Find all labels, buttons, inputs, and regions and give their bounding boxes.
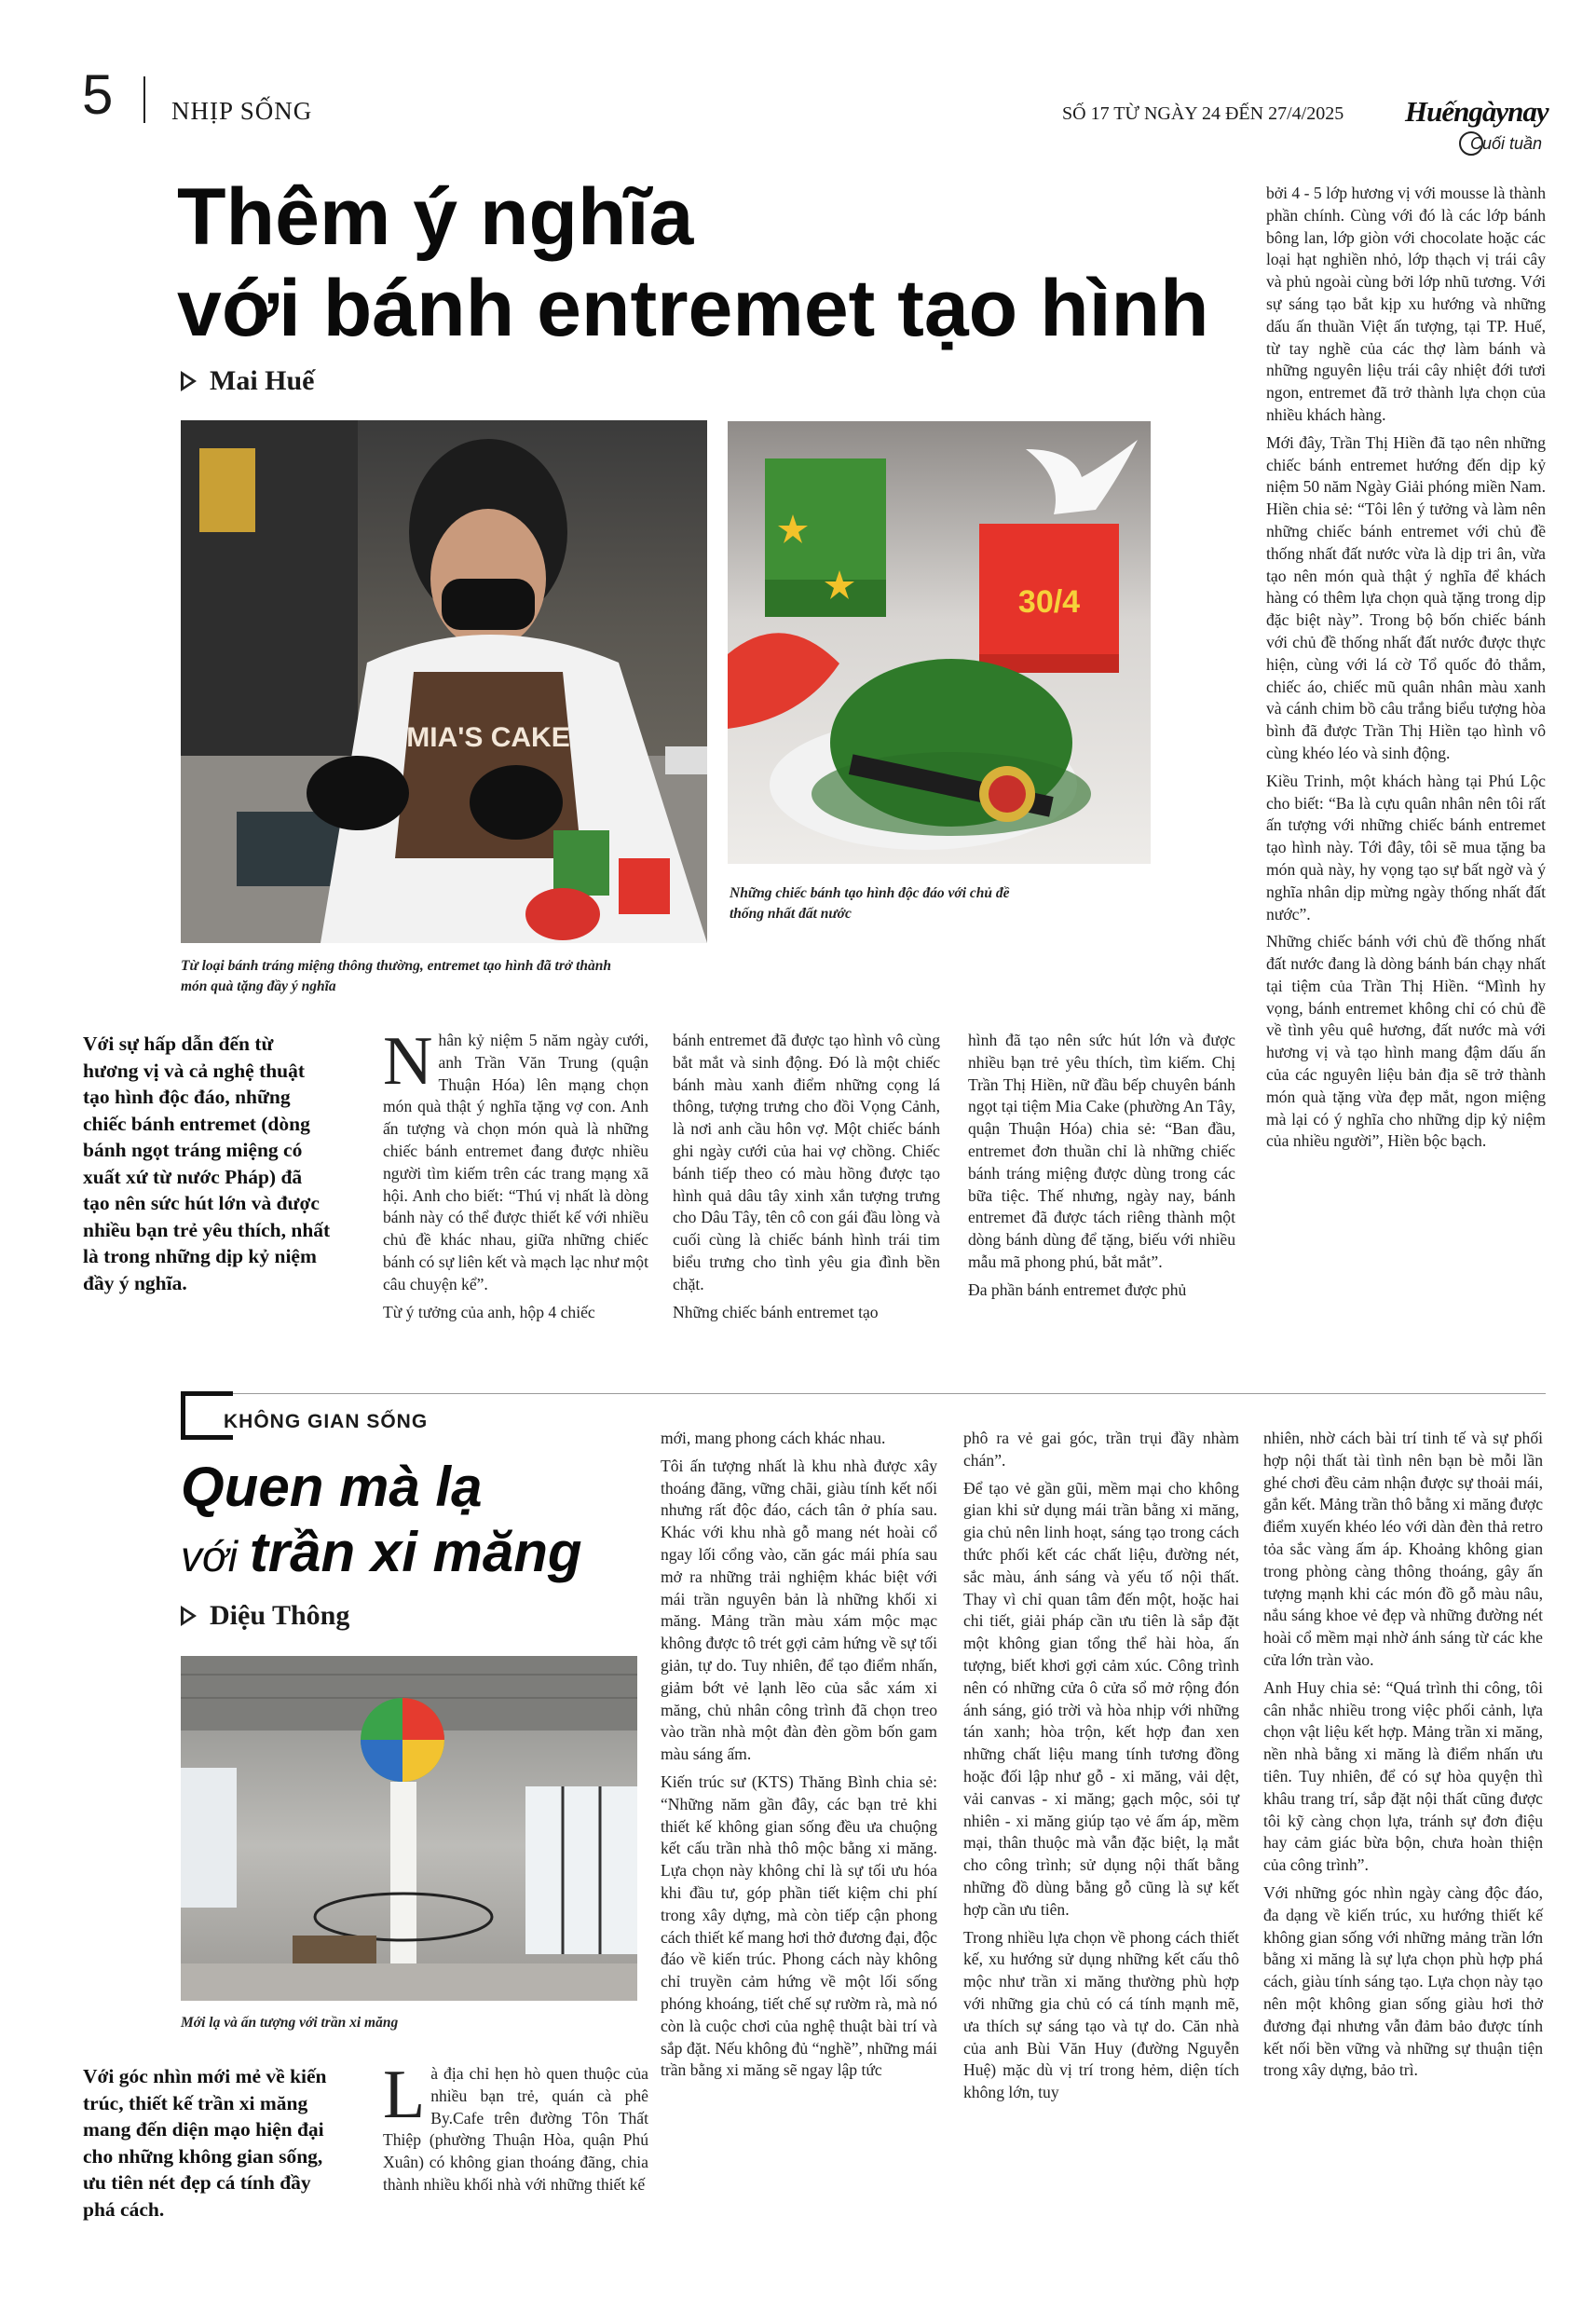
article1-photo-cakes [728, 421, 1151, 864]
article1-col1-para2: Từ ý tưởng của anh, hộp 4 chiếc [383, 1302, 595, 1321]
article1-dropcap: N [383, 1023, 433, 1100]
article2-title-line1: Quen mà lạ [181, 1456, 483, 1518]
article1-column-1 [383, 1023, 648, 1329]
article1-column-4 [1266, 183, 1546, 1158]
article1-col4-para4: Những chiếc bánh với chủ đề thống nhất đất nước đang là dòng bánh bán chạy nhất tại tiệm của Trần Thị Hiền. “Mình hy vọng, bánh entremet không chỉ có chủ đề về tình yêu quê hương, đất nước mà với hương vị và tạo hình mang đậm dấu ấn của các nguyên liệu bản địa sẽ trở thành món quà tặng vừa đẹp mắt, ngon miệng mà lại có ý nghĩa cho những dịp kỷ niệm của nhiều người”, Hiền bộc bạch. [1266, 932, 1546, 1151]
article2-title-line2: với trần xi măng [181, 1521, 582, 1583]
article2-dropcap: L [383, 2057, 426, 2133]
section-divider [183, 1393, 1546, 1394]
issue-info: SỐ 17 TỪ NGÀY 24 ĐẾN 27/4/2025 [1062, 103, 1344, 124]
article2-title [181, 1455, 582, 1589]
article1-col4-para1: bởi 4 - 5 lớp hương vị với mousse là thành phần chính. Cùng với đó là các lớp bánh bông lan, lớp giòn với chocolate hoặc các loại hạt nghiền nhỏ, lớp thạch vị trái cây và phủ ngoài cùng bởi lớp nhũ tương. Với sự sáng tạo bắt kịp xu hướng và những dấu ấn thuần Việt ấn tượng, tại TP. Huế, từ tay nghề của các thợ làm bánh và những nguyên liệu trái cây nhiệt đới tươi ngon, entremet đã trở thành lựa chọn của nhiều khách hàng. [1266, 184, 1546, 424]
article1-title-line1: Thêm ý nghĩa [177, 172, 694, 262]
article2-col1-para1: Là địa chỉ hẹn hò quen thuộc của nhiều bạn trẻ, quán cà phê By.Cafe trên đường Tôn Thất Thiệp (phường Thuận Hòa, quận Phú Xuân) có không gian thoáng đãng, chia thành nhiều khối nhà với những thiết kế [383, 2057, 648, 2194]
article2-col4-para2: Anh Huy chia sẻ: “Quá trình thi công, tôi cân nhắc nhiều trong việc phối cảnh, lựa chọn vật liệu kết hợp. Mảng trần xi măng, nền nhà bằng xi măng là điểm nhấn ưu tiên. Tuy nhiên, để có sự hòa quyện thì khâu trang trí, sắp đặt nội thất cũng được tôi kỹ càng chọn lựa, tránh sự đơn điệu hay cảm giác bừa bộn, chưa hoàn thiện của công trình”. [1263, 1677, 1543, 1875]
article2-col3-para1: phô ra vẻ gai góc, trần trụi đầy nhàm chán”. [963, 1429, 1239, 1470]
article2-column-2 [661, 1428, 937, 2087]
article1-col3-para2: Đa phần bánh entremet được phủ [968, 1279, 1187, 1299]
cake-date-text: 30/4 [1017, 584, 1081, 620]
article1-col3-para1: hình đã tạo nên sức hút lớn và được nhiều bạn trẻ yêu thích, tìm kiếm. Chị Trần Thị Hiền, nữ đầu bếp chuyên bánh ngọt tại tiệm Mia Cake (phường An Tây, quận Thuận Hóa) chia sẻ: “Ban đầu, entremet đơn thuần chỉ là những chiếc bánh tráng miệng được dùng trong các bữa tiệc. Thế nhưng, ngày nay, bánh entremet đã được tách riêng thành một dòng bánh dùng để tặng, biếu với nhiều mẫu mã phong phú, bắt mắt”. [968, 1031, 1235, 1271]
apron-text: MIA'S CAKE [406, 722, 570, 753]
article2-column-3 [963, 1428, 1239, 2110]
article2-col4-para3: Với những góc nhìn ngày càng độc đáo, đa dạng về kiến trúc, xu hướng thiết kế không gian sống với những mảng trần lớn bằng xi măng là sự lựa chọn phù hợp phá cách, giàu tính sáng tạo. Lựa chọn này tạo nên một không gian sống giàu hơi thở đương đại nhưng vẫn đảm bảo được tính kết nối bền vững và những sự thuận tiện trong xây dựng, bảo trì. [1263, 1882, 1543, 2080]
article2-col2-para3: Kiến trúc sư (KTS) Thăng Bình chia sẻ: “Những năm gần đây, các bạn trẻ khi thiết kế không gian sống đều ưa chuộng kết cấu trần nhà thô mộc bằng xi măng. Lựa chọn này không chỉ là sự tối ưu hóa khi đầu tư, góp phần tiết kiệm chi phí trong xây dựng, mà còn tiếp cận phong cách thiết kế mang hơi thở đương đại, độc đáo về kiến trúc. Phong cách này không chỉ truyền cảm hứng về một lối sống phóng khoáng, tiết chế sự rườm rà, mà nó còn là cuộc chơi của nghệ thuật bài trí và sắp đặt. Nếu không đủ “nghề”, những mái trần bằng xi măng sẽ ngay lập tức [661, 1772, 937, 2080]
article1-col2-para2: Những chiếc bánh entremet tạo [673, 1302, 879, 1321]
article1-title-line2: với bánh entremet tạo hình [177, 264, 1209, 353]
article2-kicker: KHÔNG GIAN SỐNG [220, 1411, 431, 1433]
section-name: NHỊP SỐNG [171, 97, 313, 125]
article1-photo2-caption: Những chiếc bánh tạo hình độc đáo với chủ đề thống nhất đất nước [730, 885, 1010, 922]
article1-byline [181, 365, 315, 397]
article2-photo-caption: Mới lạ và ấn tượng với trần xi măng [181, 2015, 399, 2031]
article1-col2-para1: bánh entremet đã được tạo hình vô cùng bắt mắt và sinh động. Đó là một chiếc bánh màu xanh điểm những cọng lá thông, tượng trưng cho đồi Vọng Cảnh, là nơi anh cầu hôn vợ. Một chiếc bánh ghi ngày cưới của hai vợ chồng. Chiếc bánh tiếp theo có màu hồng được tạo hình quả dâu tây xinh xắn tượng trưng cho Dâu Tây, tên cô con gái đầu lòng và cuối cùng là chiếc bánh hình trái tim biểu trưng cho tình yêu gia đình bền chặt. [673, 1031, 940, 1293]
article2-col3-para2: Để tạo vẻ gần gũi, mềm mại cho không gian khi sử dụng mái trần bằng xi măng, gia chủ nên linh hoạt, sáng tạo trong cách thức phối kết các chất liệu, đường nét, sắc màu, ánh sáng và yếu tố nội thất. Thay vì chỉ quan tâm đến một, hoặc hai chi tiết, giải pháp cần ưu tiên là sắp đặt một không gian tổng thể hài hòa, ấn tượng, biết khơi gợi cảm xúc. Công trình nên có những cửa ô cửa sổ mở rộng đón ánh sáng, gió trời và hòa nhịp với những tán xanh; hòa trộn, kết hợp đan xen những chất liệu mang tính tương đồng hoặc đối lập như gỗ - xi măng, vải dệt, vải canvas - xi măng; gạch mộc, sỏi tự nhiên - xi măng giúp tạo vẻ ấm áp, mềm mại, thân thuộc mà vẫn đặc biệt, lạ mắt cho công trình; sử dụng nội thất bằng những đồ dùng bằng gỗ cũng là sự kết hợp cần ưu tiên. [963, 1478, 1239, 1919]
article2-byline [181, 1600, 349, 1632]
article2-column-4 [1263, 1428, 1543, 2087]
article1-col4-para3: Kiều Trinh, một khách hàng tại Phú Lộc cho biết: “Ba là cựu quân nhân nên tôi rất ấn tượng với những chiếc bánh entremet tạo hình này. Tới đây, tôi sẽ mua tặng ba món quà này, hy vọng tạo sự bất ngờ và ý nghĩa nhân dịp mừng ngày thống nhất đất nước”. [1266, 771, 1546, 923]
article1-column-2 [673, 1030, 940, 1329]
article2-col3-para3: Trong nhiều lựa chọn về phong cách thiết kế, xu hướng sử dụng những kết cấu thô mộc như trần xi măng thường phù hợp với những gia chủ có cá tính mạnh mẽ, ưa thích sự sáng tạo và tự do. Căn nhà của anh Bùi Văn Huy (đường Nguyễn Huệ) mặc dù vị trí trong hẻm, diện tích không lớn, tuy [963, 1927, 1239, 2102]
article2-author: Diệu Thông [210, 1600, 350, 1631]
play-triangle-icon [181, 1606, 197, 1626]
article1-author: Mai Huế [210, 365, 315, 396]
article1-title [177, 171, 1209, 354]
cakes-illustration [728, 421, 1151, 864]
article1-lead: Với sự hấp dẫn đến từ hương vị và cả nghệ thuật tạo hình độc đáo, những chiếc bánh entremet (dòng bánh ngọt tráng miệng có xuất xứ từ nước Pháp) đã tạo nên sức hút lớn và được nhiều bạn trẻ yêu thích, nhất là trong những dịp kỷ niệm đầy ý nghĩa. [83, 1033, 331, 1294]
header-divider [143, 76, 145, 123]
article1-col4-para2: Mới đây, Trần Thị Hiền đã tạo nên những chiếc bánh entremet hướng đến dịp kỷ niệm 50 năm Ngày Giải phóng miền Nam. Hiền chia sẻ: “Tôi lên ý tưởng và làm nên những chiếc bánh entremet với chủ đề thống nhất đất nước vừa là dịp tri ân, vừa tạo nên món quà thật ý nghĩa để khách hàng có thêm lựa chọn quà tặng trong dịp đặc biệt này”. Trong bộ bốn chiếc bánh với chủ đề thống nhất đất nước được thực hiện, cùng với lá cờ Tổ quốc đỏ thắm, chiếc áo, chiếc mũ quân nhân màu xanh và cánh chim bồ câu trắng biểu tượng hòa bình đã được Trần Thị Hiền tạo hình vô cùng khéo léo và sinh động. [1266, 432, 1547, 762]
article2-lead: Với góc nhìn mới mẻ về kiến trúc, thiết kế trần xi măng mang đến diện mạo hiện đại cho những không gian sống, ưu tiên nét đẹp cá tính đầy phá cách. [83, 2065, 327, 2221]
play-triangle-icon [181, 371, 197, 391]
cafe-illustration [181, 1656, 637, 2001]
article1-column-3 [968, 1030, 1235, 1307]
article2-col2-para1: mới, mang phong cách khác nhau. [661, 1429, 886, 1447]
article2-column-1 [383, 2057, 648, 2202]
article1-photo1-caption: Từ loại bánh tráng miệng thông thường, entremet tạo hình đã trở thành món quà tặng đầy ý nghĩa [181, 958, 612, 994]
baker-illustration [181, 420, 707, 943]
page-number: 5 [82, 63, 114, 126]
brand-sub-logo: Cuối tuần [1459, 131, 1542, 156]
article1-photo-baker [181, 420, 707, 943]
article2-photo-cafe [181, 1656, 637, 2001]
article2-col4-para1: nhiên, nhờ cách bài trí tinh tế và sự phối hợp nội thất tài tình nên bạn bè mỗi lần ghé chơi đều cảm nhận được sự thoải mái, gắn kết. Mảng trần thô bằng xi măng được điểm xuyến khéo léo với dàn đèn thả retro tỏa sắc vàng ấm áp. Khoảng không gian trong phòng càng thông thoáng, gây ấn tượng mạnh khi các món đồ gỗ màu nâu, nắu sáng khoe vẻ đẹp và những đường nét hoài cổ mềm mại nhờ ánh sáng từ các khe cửa lớn tràn vào. [1263, 1429, 1543, 1669]
article2-col2-para2: Tôi ấn tượng nhất là khu nhà được xây thoáng đãng, vững chãi, giàu tính kết nối nhưng rất độc đáo, cách tân ở phía sau. Khác với khu nhà gỗ mang nét hoài cổ ngay lối cổng vào, căn gác mái phía sau mở ra những trải nghiệm khác biệt với mái trần nguyên bản là những khối xi măng. Mảng trần màu xám mộc mạc không được tô trét gợi cảm hứng về sự tối giản, tự do. Tuy nhiên, để tạo điểm nhấn, giảm bớt vẻ lạnh lẽo của sắc xám xi măng, chủ nhân công trình đã chọn treo vào trần nhà một đàn đèn gồm bốn gam màu sáng ấm. [661, 1456, 937, 1764]
brand-logo: Huếngàynay [1405, 95, 1548, 128]
article1-col1-para1: Nhân kỷ niệm 5 năm ngày cưới, anh Trần Văn Trung (quận Thuận Hóa) lên mạng chọn món quà thật ý nghĩa tặng vợ con. Anh ấn tượng và chọn món quà là những chiếc bánh entremet đang được nhiều người tìm kiếm trên các trang mạng xã hội. Anh cho biết: “Thú vị nhất là dòng bánh này có thể được thiết kế với nhiều chủ đề khác nhau, giữa những chiếc bánh có sự liên kết và mạch lạc như một câu chuyện kể”. [383, 1023, 648, 1293]
